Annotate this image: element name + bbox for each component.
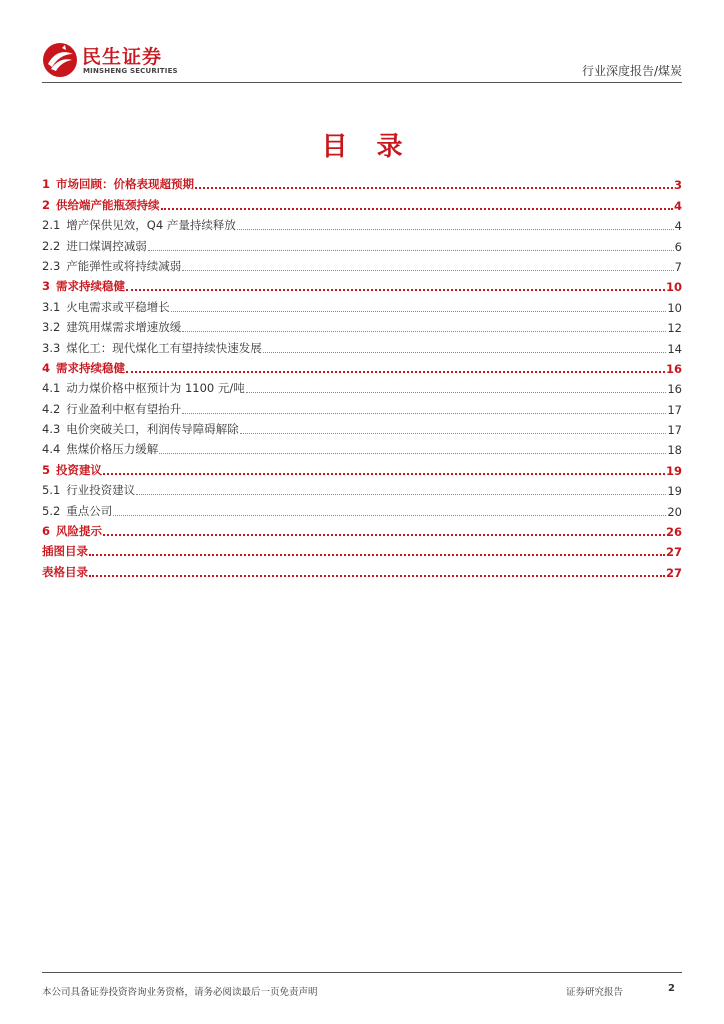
toc-dot-leader bbox=[161, 207, 673, 210]
toc-entry-page: 20 bbox=[667, 504, 682, 519]
toc-dot-leader bbox=[126, 370, 665, 373]
toc-entry-page: 27 bbox=[665, 565, 682, 580]
toc-dot-leader bbox=[126, 288, 665, 291]
toc-entry-page: 4 bbox=[673, 198, 682, 213]
toc-entry-number: 3 bbox=[42, 279, 51, 294]
toc-entry-number: 2 bbox=[42, 197, 51, 212]
toc-entry-page: 17 bbox=[667, 402, 682, 417]
toc-dot-leader bbox=[89, 553, 665, 556]
toc-entry-page: 14 bbox=[667, 341, 682, 356]
toc-entry[interactable] bbox=[42, 192, 682, 212]
toc-entry[interactable] bbox=[42, 396, 682, 416]
toc-entry-title bbox=[42, 421, 239, 437]
toc-entry-label: 行业盈利中枢有望抬升 bbox=[66, 401, 182, 416]
toc-entry-number: 5 bbox=[42, 462, 51, 477]
report-category: 行业深度报告/煤炭 bbox=[581, 64, 682, 78]
toc-entry-number: 6 bbox=[42, 524, 51, 539]
toc-entry-number: 3.2 bbox=[42, 320, 61, 335]
toc-entry[interactable] bbox=[42, 213, 682, 233]
toc-entry-page: 27 bbox=[665, 545, 682, 560]
minsheng-logo bbox=[42, 42, 222, 80]
toc-entry-title bbox=[42, 462, 102, 478]
toc-dot-leader bbox=[237, 228, 674, 230]
brand-name-cn: 民生证券 bbox=[82, 46, 163, 68]
toc-entry-label: 需求持续稳健 bbox=[56, 360, 126, 375]
toc-dot-leader bbox=[182, 269, 673, 271]
toc-entry[interactable] bbox=[42, 457, 682, 477]
toc-entry-page: 18 bbox=[667, 443, 682, 458]
toc-dot-leader bbox=[195, 186, 673, 189]
toc-entry-label: 产能弹性或将持续减弱 bbox=[66, 258, 182, 273]
toc-entry-label: 动力煤价格中枢预计为 1100 元/吨 bbox=[66, 381, 245, 396]
toc-entry-title bbox=[42, 176, 194, 192]
table-of-contents bbox=[42, 172, 682, 580]
toc-dot-leader bbox=[171, 310, 667, 312]
toc-entry[interactable] bbox=[42, 478, 682, 498]
toc-entry-label: 重点公司 bbox=[66, 503, 113, 518]
toc-entry[interactable] bbox=[42, 274, 682, 294]
toc-entry-title bbox=[42, 217, 236, 233]
toc-entry[interactable] bbox=[42, 315, 682, 335]
toc-entry-number: 4.3 bbox=[42, 422, 61, 437]
toc-entry-page: 16 bbox=[667, 382, 682, 397]
toc-entry-title bbox=[42, 380, 245, 396]
toc-entry-number: 4.1 bbox=[42, 381, 61, 396]
toc-entry-page: 19 bbox=[667, 484, 682, 499]
toc-entry-page: 4 bbox=[674, 219, 682, 234]
brand-name-en: MINSHENG SECURITIES bbox=[83, 67, 178, 75]
toc-dot-leader bbox=[148, 249, 674, 251]
toc-entry-title bbox=[42, 543, 88, 559]
toc-entry-label: 焦煤价格压力缓解 bbox=[66, 442, 159, 457]
toc-entry[interactable] bbox=[42, 254, 682, 274]
toc-entry-number: 1 bbox=[42, 177, 51, 192]
toc-entry-page: 26 bbox=[665, 525, 682, 540]
toc-entry-title bbox=[42, 258, 181, 274]
toc-entry[interactable] bbox=[42, 335, 682, 355]
toc-entry-number: 2.3 bbox=[42, 258, 61, 273]
toc-entry[interactable] bbox=[42, 356, 682, 376]
toc-entry-label: 风险提示 bbox=[56, 524, 103, 539]
header-divider bbox=[42, 82, 682, 83]
toc-dot-leader bbox=[89, 574, 665, 577]
toc-entry-label: 表格目录 bbox=[42, 564, 88, 579]
toc-entry-label: 投资建议 bbox=[56, 462, 103, 477]
toc-entry-number: 3.3 bbox=[42, 340, 61, 355]
toc-dot-leader bbox=[246, 391, 667, 393]
toc-dot-leader bbox=[103, 533, 665, 536]
toc-entry-number: 5.1 bbox=[42, 483, 61, 498]
toc-entry-label: 建筑用煤需求增速放缓 bbox=[66, 320, 182, 335]
toc-entry-title bbox=[42, 278, 125, 294]
toc-entry-page: 19 bbox=[665, 463, 682, 478]
toc-entry-number: 2.2 bbox=[42, 238, 61, 253]
toc-entry-page: 7 bbox=[674, 259, 682, 274]
toc-entry[interactable] bbox=[42, 233, 682, 253]
toc-entry[interactable] bbox=[42, 519, 682, 539]
toc-dot-leader bbox=[113, 514, 666, 516]
toc-entry-label: 电价突破关口，利润传导障碍解除 bbox=[66, 422, 239, 437]
toc-dot-leader bbox=[182, 412, 666, 414]
toc-entry[interactable] bbox=[42, 294, 682, 314]
toc-entry-title bbox=[42, 564, 88, 580]
toc-entry-title bbox=[42, 299, 170, 315]
toc-entry-title bbox=[42, 340, 262, 356]
toc-entry[interactable] bbox=[42, 559, 682, 579]
toc-entry-title bbox=[42, 197, 160, 213]
toc-dot-leader bbox=[263, 351, 667, 353]
toc-entry-page: 6 bbox=[674, 239, 682, 254]
toc-entry-label: 增产保供见效，Q4 产量持续释放 bbox=[66, 218, 236, 233]
toc-entry-page: 16 bbox=[665, 361, 682, 376]
toc-entry-number: 2.1 bbox=[42, 218, 61, 233]
toc-dot-leader bbox=[136, 493, 666, 495]
toc-entry-title bbox=[42, 482, 135, 498]
toc-entry-number: 3.1 bbox=[42, 299, 61, 314]
toc-entry[interactable] bbox=[42, 417, 682, 437]
footer-divider bbox=[42, 972, 682, 973]
toc-dot-leader bbox=[159, 452, 666, 454]
footer-report-type: 证券研究报告 bbox=[566, 987, 624, 998]
toc-entry-number: 4 bbox=[42, 360, 51, 375]
toc-entry-title bbox=[42, 360, 125, 376]
toc-title: 目 录 bbox=[321, 132, 413, 162]
toc-dot-leader bbox=[182, 330, 666, 332]
toc-entry-label: 煤化工：现代煤化工有望持续快速发展 bbox=[66, 340, 262, 355]
toc-entry[interactable] bbox=[42, 498, 682, 518]
toc-entry[interactable] bbox=[42, 376, 682, 396]
toc-entry-number: 4.2 bbox=[42, 401, 61, 416]
toc-entry-page: 17 bbox=[667, 423, 682, 438]
toc-entry-label: 市场回顾：价格表现超预期 bbox=[56, 177, 195, 192]
toc-entry-page: 10 bbox=[665, 280, 682, 295]
page-number: 2 bbox=[668, 983, 675, 994]
minsheng-logo-icon bbox=[42, 42, 78, 78]
toc-entry-title bbox=[42, 319, 181, 335]
toc-entry-title bbox=[42, 238, 147, 254]
toc-dot-leader bbox=[240, 432, 667, 434]
toc-entry-title bbox=[42, 503, 112, 519]
toc-entry[interactable] bbox=[42, 539, 682, 559]
toc-entry-number: 5.2 bbox=[42, 503, 61, 518]
toc-entry[interactable] bbox=[42, 172, 682, 192]
toc-entry-label: 插图目录 bbox=[42, 544, 88, 559]
toc-entry-label: 火电需求或平稳增长 bbox=[66, 299, 170, 314]
toc-entry-title bbox=[42, 401, 181, 417]
toc-entry-label: 需求持续稳健 bbox=[56, 279, 126, 294]
page-header bbox=[0, 0, 724, 90]
toc-entry-label: 进口煤调控减弱 bbox=[66, 238, 147, 253]
toc-entry-title bbox=[42, 523, 102, 539]
toc-entry-number: 4.4 bbox=[42, 442, 61, 457]
toc-entry-title bbox=[42, 441, 158, 457]
toc-entry-label: 供给端产能瓶颈持续 bbox=[56, 197, 160, 212]
toc-entry-page: 12 bbox=[667, 321, 682, 336]
toc-entry[interactable] bbox=[42, 437, 682, 457]
footer-disclaimer: 本公司具备证券投资咨询业务资格，请务必阅读最后一页免责声明 bbox=[42, 987, 318, 998]
toc-entry-label: 行业投资建议 bbox=[66, 483, 136, 498]
toc-entry-page: 10 bbox=[667, 300, 682, 315]
toc-dot-leader bbox=[103, 472, 665, 475]
toc-entry-page: 3 bbox=[673, 178, 682, 193]
